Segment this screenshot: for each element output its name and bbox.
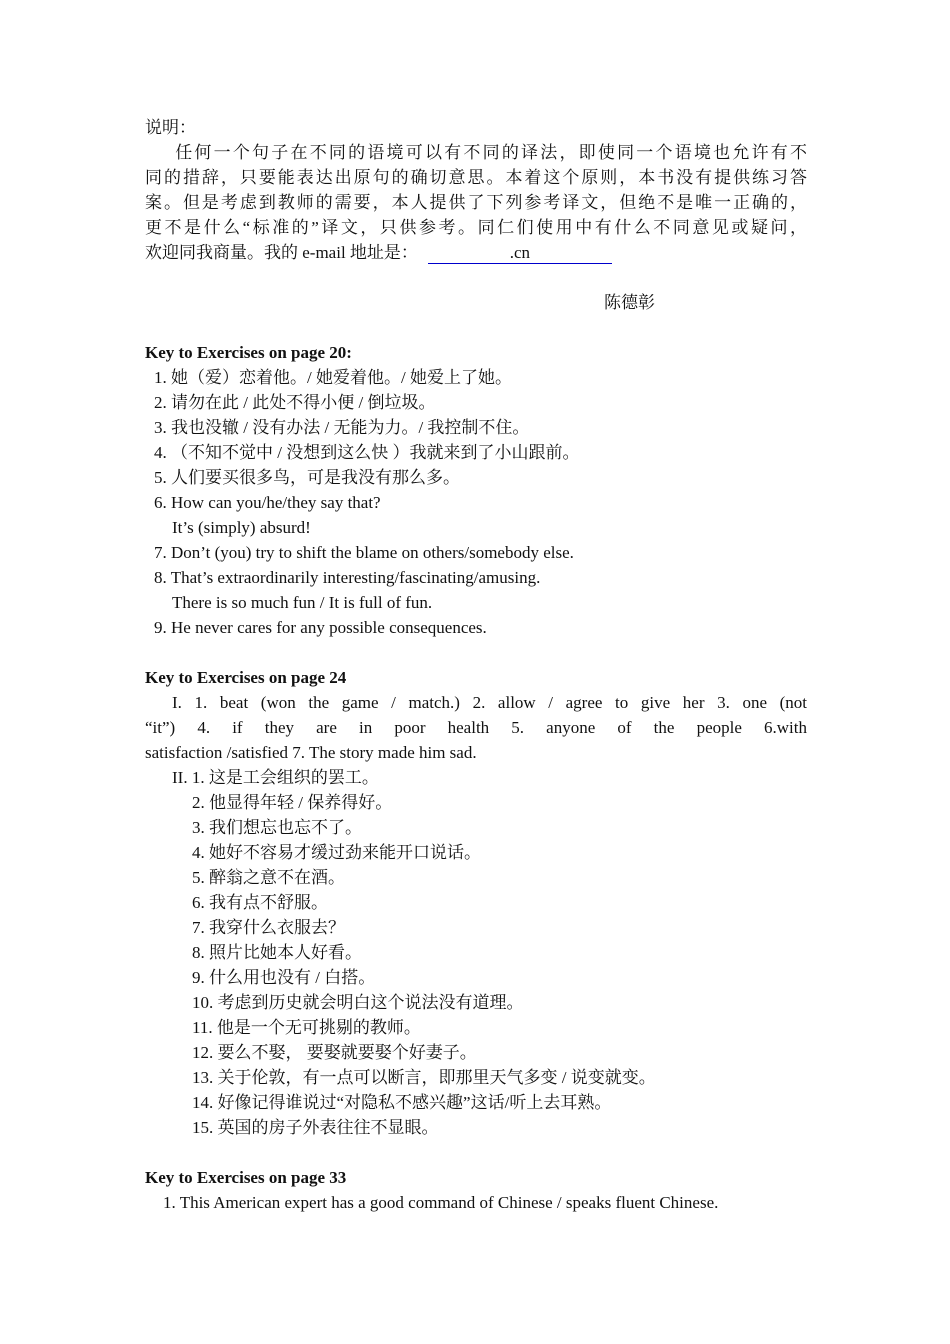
section-heading-page33: Key to Exercises on page 33 [145,1168,347,1187]
part2-item: 4. 她好不容易才缓过劲来能开口说话。 [192,843,481,862]
part1-line-3: satisfaction /satisfied 7. The story made him sad. [145,743,477,762]
email-link[interactable]: .cn [428,243,612,264]
part2-item: II. 1. 这是工会组织的罢工。 [172,768,379,787]
part2-item: 10. 考虑到历史就会明白这个说法没有道理。 [192,993,524,1012]
intro-line-5 [145,240,612,265]
part2-item: 3. 我们想忘也忘不了。 [192,818,362,837]
part1-line-1: I. 1. beat (won the game / match.) 2. allow / agree to give her 3. one (not [172,693,807,712]
part2-item: 6. 我有点不舒服。 [192,893,328,912]
list-item-continuation: There is so much fun / It is full of fun. [172,593,433,612]
part2-item: 8. 照片比她本人好看。 [192,943,362,962]
intro-line-2: 同的措辞，只要能表达出原句的确切意思。本着这个原则，本书没有提供练习答 [145,168,807,187]
list-item: 1. 她（爱）恋着他。/ 她爱着他。/ 她爱上了她。 [154,368,512,387]
list-item: 2. 请勿在此 / 此处不得小便 / 倒垃圾。 [154,393,436,412]
part2-item: 15. 英国的房子外表往往不显眼。 [192,1118,439,1137]
intro-line-3: 案。但是考虑到教师的需要，本人提供了下列参考译文，但绝不是唯一正确的， [145,193,807,212]
list-item: 4. （不知不觉中 / 没想到这么快 ）我就来到了小山跟前。 [154,443,580,462]
list-item: 3. 我也没辙 / 没有办法 / 无能为力。/ 我控制不住。 [154,418,530,437]
part2-item: 12. 要么不娶， 要娶就要娶个好妻子。 [192,1043,477,1062]
list-item: 5. 人们要买很多鸟，可是我没有那么多。 [154,468,460,487]
part2-item: 9. 什么用也没有 / 白搭。 [192,968,376,987]
list-item: 1. This American expert has a good command of Chinese / speaks fluent Chinese. [163,1193,719,1212]
part2-item: 14. 好像记得谁说过“对隐私不感兴趣”这话/听上去耳熟。 [192,1093,612,1112]
section-heading-page20: Key to Exercises on page 20: [145,343,352,362]
list-item: 8. That’s extraordinarily interesting/fascinating/amusing. [154,568,541,587]
part1-line-2: “it”) 4. if they are in poor health 5. anyone of the people 6.with [145,718,807,737]
intro-line-4: 更不是什么“标准的”译文，只供参考。同仁们使用中有什么不同意见或疑问， [145,218,807,237]
part2-item: 2. 他显得年轻 / 保养得好。 [192,793,393,812]
list-item: 9. He never cares for any possible consequences. [154,618,487,637]
part2-item: 5. 醉翁之意不在酒。 [192,868,345,887]
email-label: 欢迎同我商量。我的 e-mail 地址是： [145,243,418,262]
list-item-continuation: It’s (simply) absurd! [172,518,311,537]
part2-item: 13. 关于伦敦，有一点可以断言，即那里天气多变 / 说变就变。 [192,1068,656,1087]
list-item: 7. Don’t (you) try to shift the blame on others/somebody else. [154,543,574,562]
list-item: 6. How can you/he/they say that? [154,493,381,512]
intro-line-1: 任何一个句子在不同的语境可以有不同的译法，即使同一个语境也允许有不 [173,143,807,162]
section-heading-page24: Key to Exercises on page 24 [145,668,347,687]
part2-item: 11. 他是一个无可挑剔的教师。 [192,1018,421,1037]
signature: 陈德彰 [604,293,655,312]
part2-item: 7. 我穿什么衣服去？ [192,918,345,937]
intro-heading: 说明： [145,118,196,137]
